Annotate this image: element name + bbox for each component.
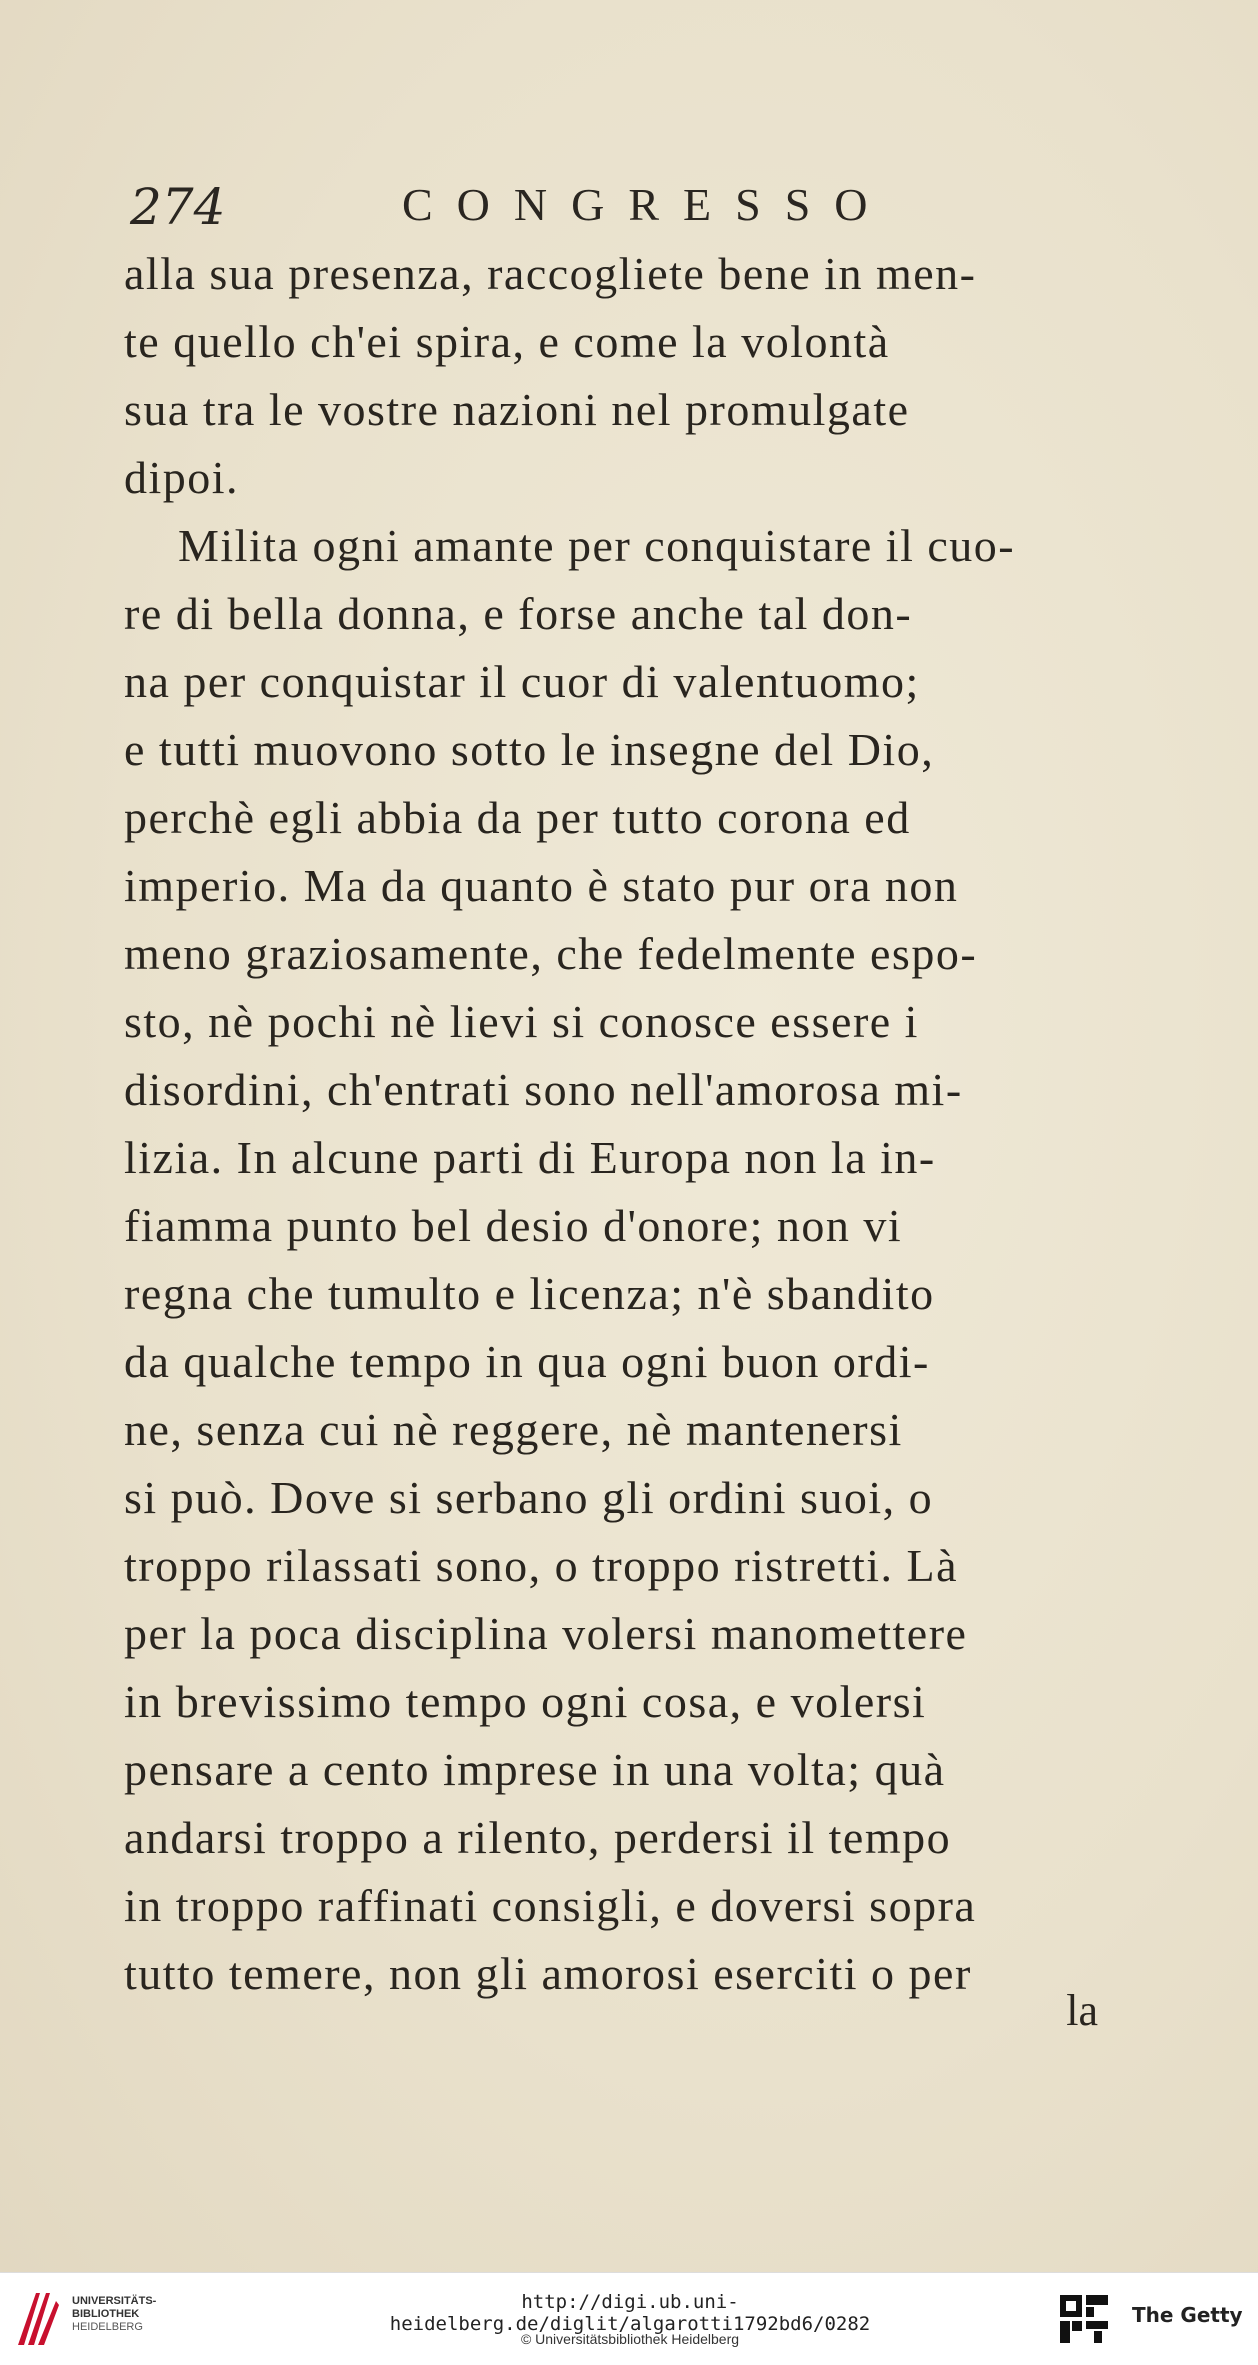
text-line: da qualche tempo in qua ogni buon ordi- xyxy=(124,1336,930,1387)
text-line: andarsi troppo a rilento, perdersi il tempo xyxy=(124,1812,952,1863)
text-line: meno graziosamente, che fedelmente espo- xyxy=(124,928,978,979)
sponsor-name: The Getty xyxy=(1132,2303,1243,2327)
text-line: in troppo raffinati consigli, e doversi sopra xyxy=(124,1880,977,1931)
text-line: tutto temere, non gli amorosi eserciti o per xyxy=(124,1948,972,1999)
text-line: imperio. Ma da quanto è stato pur ora non xyxy=(124,860,959,911)
text-line: re di bella donna, e forse anche tal don- xyxy=(124,588,913,639)
text-line: dipoi. xyxy=(124,452,240,503)
text-line: perchè egli abbia da per tutto corona ed xyxy=(124,792,911,843)
permalink-url[interactable]: http://digi.ub.uni-heidelberg.de/diglit/algarotti1792bd6/0282 xyxy=(389,2291,871,2335)
text-line: pensare a cento imprese in una volta; quà xyxy=(124,1744,946,1795)
library-name-line: UNIVERSITÄTS- xyxy=(72,2295,157,2307)
text-line: na per conquistar il cuor di valentuomo; xyxy=(124,656,920,707)
text-line: fiamma punto bel desio d'onore; non vi xyxy=(124,1200,903,1251)
text-line: sto, nè pochi nè lievi si conosce essere i xyxy=(124,996,919,1047)
text-line: e tutti muovono sotto le insegne del Dio, xyxy=(124,724,935,775)
body-text xyxy=(124,240,1144,2008)
page-number: 274 xyxy=(130,178,226,236)
text-line: ne, senza cui nè reggere, nè mantenersi xyxy=(124,1404,903,1455)
library-name xyxy=(72,2295,212,2334)
running-head: CONGRESSO xyxy=(402,179,892,230)
library-logo-icon[interactable] xyxy=(12,2287,62,2351)
text-line: sua tra le vostre nazioni nel promulgate xyxy=(124,384,910,435)
text-line: alla sua presenza, raccogliete bene in men- xyxy=(124,248,977,299)
page-header xyxy=(120,178,1160,238)
text-line: lizia. In alcune parti di Europa non la in- xyxy=(124,1132,936,1183)
viewer-footer xyxy=(0,2272,1258,2365)
text-line: disordini, ch'entrati sono nell'amorosa mi- xyxy=(124,1064,963,1115)
library-name-line: HEIDELBERG xyxy=(72,2321,143,2333)
catchword: la xyxy=(1066,1986,1098,2035)
copyright-notice: © Universitätsbibliothek Heidelberg xyxy=(520,2331,740,2347)
text-line: per la poca disciplina volersi manomettere xyxy=(124,1608,968,1659)
text-line: si può. Dove si serbano gli ordini suoi, o xyxy=(124,1472,934,1523)
getty-logo-icon[interactable] xyxy=(1058,2293,1110,2345)
text-line: in brevissimo tempo ogni cosa, e volersi xyxy=(124,1676,927,1727)
text-line: troppo rilassati sono, o troppo ristretti. Là xyxy=(124,1540,959,1591)
text-line: te quello ch'ei spira, e come la volontà xyxy=(124,316,890,367)
text-line: regna che tumulto e licenza; n'è sbandito xyxy=(124,1268,935,1319)
library-name-line: BIBLIOTHEK xyxy=(72,2308,140,2320)
text-line: Milita ogni amante per conquistare il cuo- xyxy=(178,520,1016,571)
